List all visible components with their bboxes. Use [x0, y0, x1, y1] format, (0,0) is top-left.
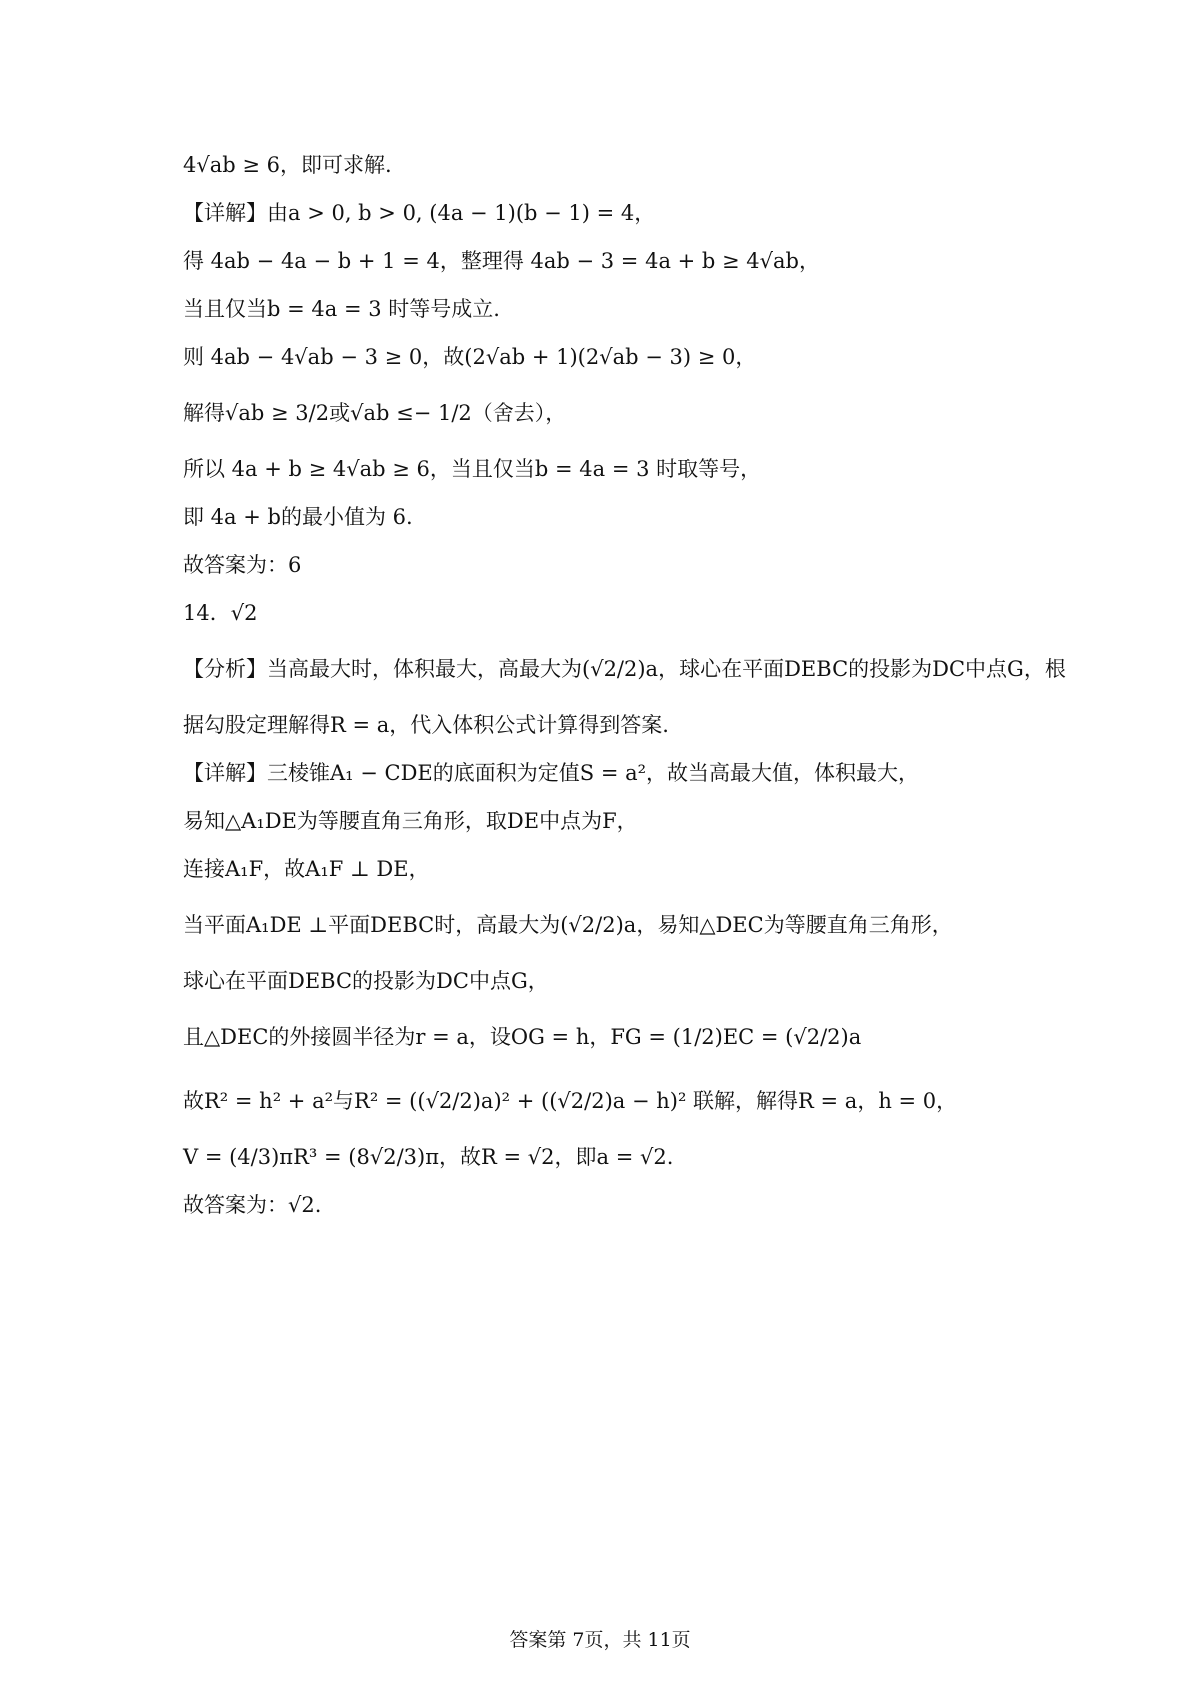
text-line: 当平面A₁DE ⊥平面DEBC时，高最大为(√2/2)a，易知△DEC为等腰直角三角形，: [183, 913, 953, 937]
text-line: 得 4ab − 4a − b + 1 = 4，整理得 4ab − 3 = 4a + b ≥ 4√ab，: [183, 249, 821, 273]
text-line: 【详解】三棱锥A₁ − CDE的底面积为定值S = a²，故当高最大值，体积最大，: [183, 761, 920, 785]
text-line: 易知△A₁DE为等腰直角三角形，取DE中点为F，: [183, 809, 638, 833]
solution-content: [183, 148, 1066, 1222]
text-line: 当且仅当b = 4a = 3 时等号成立.: [183, 297, 500, 321]
text-line: 故R² = h² + a²与R² = ((√2/2)a)² + ((√2/2)a − h)² 联解，解得R = a，h = 0，: [183, 1089, 958, 1113]
text-line: 则 4ab − 4√ab − 3 ≥ 0，故(2√ab + 1)(2√ab − 3) ≥ 0，: [183, 345, 757, 369]
text-line: 【详解】由a > 0, b > 0, (4a − 1)(b − 1) = 4，: [183, 201, 656, 225]
text-line: 故答案为：√2.: [183, 1193, 322, 1217]
text-line: 球心在平面DEBC的投影为DC中点G，: [183, 969, 549, 993]
text-line: 连接A₁F，故A₁F ⊥ DE，: [183, 857, 430, 881]
text-line: 且△DEC的外接圆半径为r = a，设OG = h，FG = (1/2)EC = (√2/2)a: [183, 1025, 862, 1049]
text-line: 所以 4a + b ≥ 4√ab ≥ 6，当且仅当b = 4a = 3 时取等号，: [183, 457, 762, 481]
text-line: 据勾股定理解得R = a，代入体积公式计算得到答案.: [183, 713, 669, 737]
question-number: 14．√2: [183, 601, 258, 625]
text-line: 故答案为：6: [183, 553, 302, 577]
text-line: 【分析】当高最大时，体积最大，高最大为(√2/2)a，球心在平面DEBC的投影为DC中点G，根: [183, 657, 1066, 681]
page-footer: 答案第 7页，共 11页: [509, 1629, 691, 1651]
text-line: 即 4a + b的最小值为 6.: [183, 505, 413, 529]
text-line: 4√ab ≥ 6，即可求解.: [183, 153, 392, 177]
text-line: V = (4/3)πR³ = (8√2/3)π，故R = √2，即a = √2.: [183, 1145, 674, 1169]
text-line: 解得√ab ≥ 3/2或√ab ≤− 1/2（舍去），: [183, 401, 567, 425]
